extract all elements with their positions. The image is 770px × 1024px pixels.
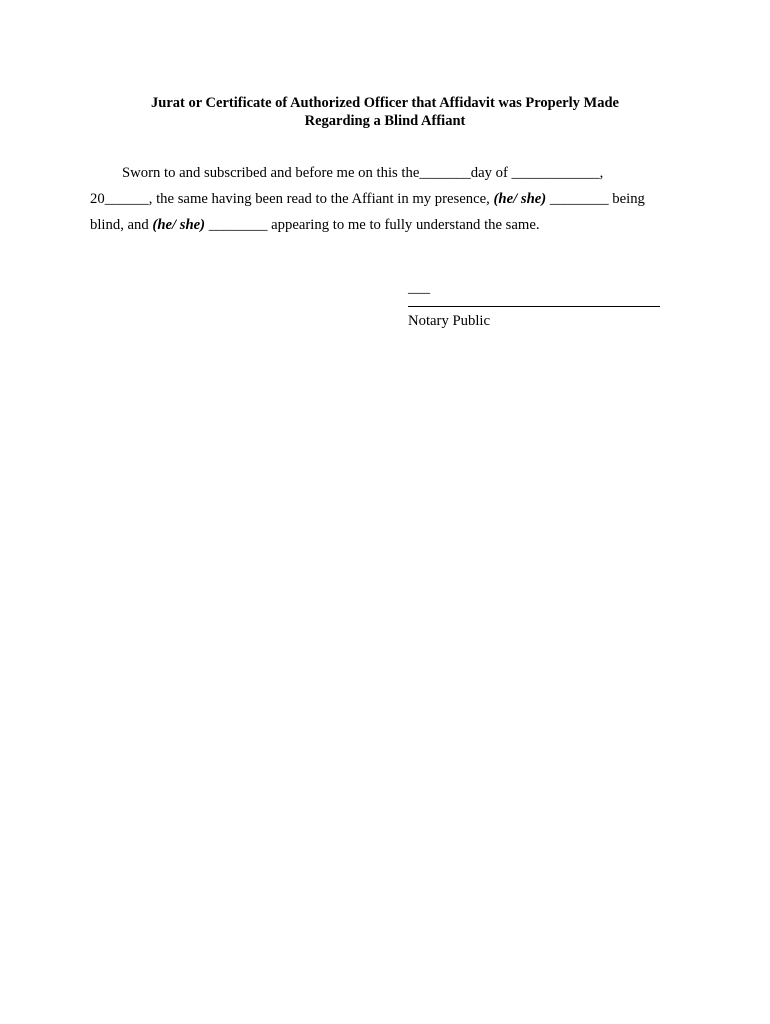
notary-public-label: Notary Public — [408, 313, 490, 329]
paragraph-line-3 — [90, 212, 680, 238]
paragraph-line-1: Sworn to and subscribed and before me on this the_______day of ____________, — [122, 165, 604, 181]
title-line-1: Jurat or Certificate of Authorized Officer that Affidavit was Properly Made — [151, 95, 619, 111]
document-title — [0, 94, 770, 130]
jurat-paragraph — [90, 160, 680, 238]
paragraph-line-3-start: blind, and — [90, 217, 153, 233]
pronoun-choice-2: (he/ she) — [152, 217, 206, 233]
paragraph-line-2-end: ________ being — [546, 191, 645, 207]
paragraph-line-2 — [90, 186, 680, 212]
signature-short-line: ___ — [408, 280, 431, 296]
pronoun-choice-1: (he/ she) — [493, 191, 547, 207]
title-line-2: Regarding a Blind Affiant — [304, 113, 466, 129]
notary-signature-block — [408, 280, 660, 329]
signature-line — [408, 296, 660, 307]
paragraph-line-2-start: 20______, the same having been read to the Affiant in my presence, — [90, 191, 494, 207]
paragraph-line-3-end: ________ appearing to me to fully understand the same. — [205, 217, 540, 233]
